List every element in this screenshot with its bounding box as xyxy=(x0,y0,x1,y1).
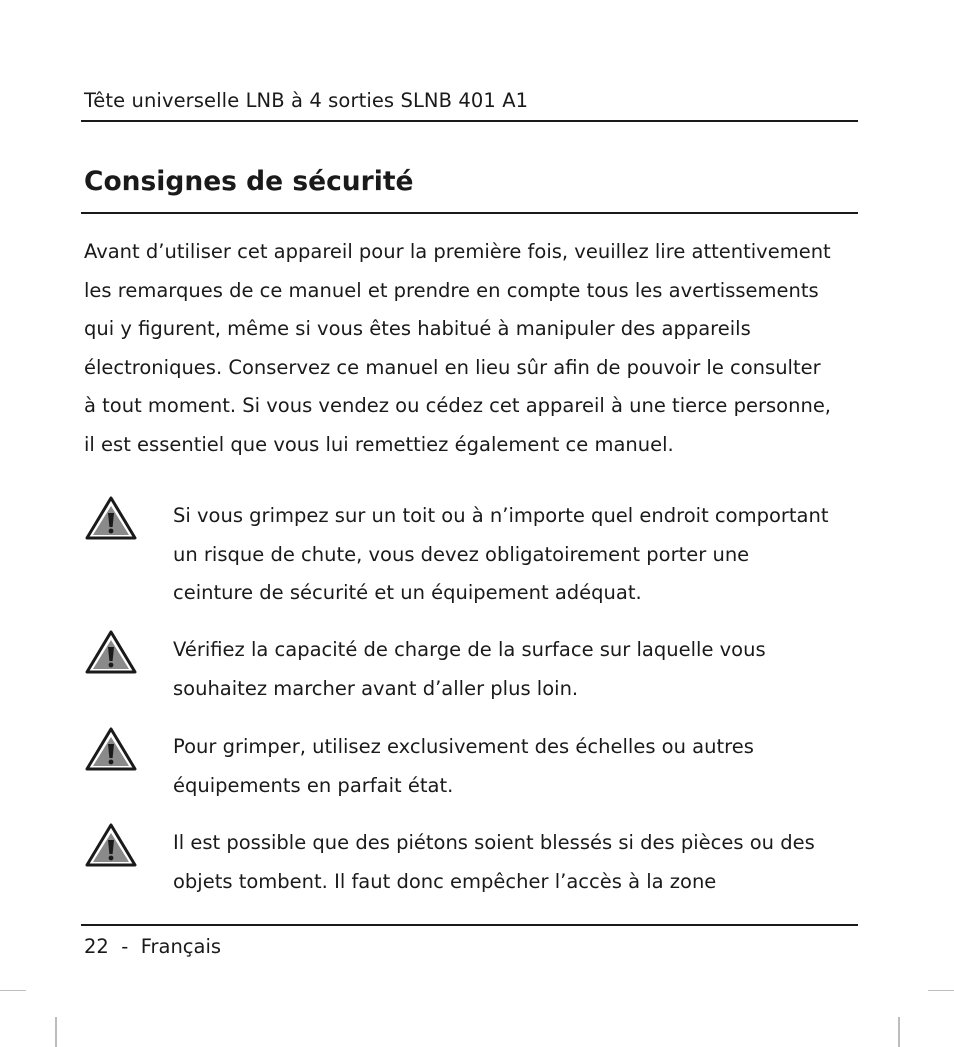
warning-line: un risque de chute, vous devez obligatoirement porter une xyxy=(173,542,750,566)
warning-triangle-icon xyxy=(84,629,138,675)
warning-text xyxy=(173,824,856,901)
footer-separator: - xyxy=(121,935,129,958)
intro-paragraph xyxy=(84,233,856,464)
running-header: Tête universelle LNB à 4 sorties SLNB 401 A1 xyxy=(84,89,529,112)
warning-triangle-icon xyxy=(84,495,138,541)
intro-line: il est essentiel que vous lui remettiez également ce manuel. xyxy=(84,432,674,456)
warning-text xyxy=(173,631,856,708)
warning-line: ceinture de sécurité et un équipement adéquat. xyxy=(173,581,642,604)
warning-text xyxy=(173,728,856,805)
warning-line: Si vous grimpez sur un toit ou à n’importe quel endroit comportant xyxy=(173,504,829,527)
warning-line: objets tombent. Il faut donc empêcher l’accès à la zone xyxy=(173,869,717,893)
section-title: Consignes de sécurité xyxy=(84,166,414,197)
intro-line: à tout moment. Si vous vendez ou cédez cet appareil à une tierce personne, xyxy=(84,394,832,417)
warning-line: Vérifiez la capacité de charge de la surface sur laquelle vous xyxy=(173,638,766,661)
warning-text xyxy=(173,497,856,613)
warning-line: Il est possible que des piétons soient blessés si des pièces ou des xyxy=(173,831,815,854)
warning-line: Pour grimper, utilisez exclusivement des échelles ou autres xyxy=(173,735,754,758)
crop-mark xyxy=(898,1017,900,1047)
crop-mark xyxy=(0,990,26,991)
warning-line: souhaitez marcher avant d’aller plus loin. xyxy=(173,676,579,700)
page-number: 22 xyxy=(84,935,109,958)
title-rule xyxy=(81,212,858,214)
footer-language: Français xyxy=(140,935,222,958)
header-rule xyxy=(81,120,858,122)
warning-line: équipements en parfait état. xyxy=(173,773,454,797)
warning-triangle-icon xyxy=(84,822,138,868)
intro-line: les remarques de ce manuel et prendre en compte tous les avertissements xyxy=(84,278,819,302)
page-footer xyxy=(84,935,221,958)
intro-line: électroniques. Conservez ce manuel en lieu sûr afin de pouvoir le consulter xyxy=(84,355,821,379)
footer-rule xyxy=(81,924,858,926)
intro-line: Avant d’utiliser cet appareil pour la première fois, veuillez lire attentivement xyxy=(84,240,831,263)
intro-line: qui y figurent, même si vous êtes habitué à manipuler des appareils xyxy=(84,317,751,340)
crop-mark xyxy=(55,1017,57,1047)
crop-mark xyxy=(928,990,954,991)
warning-triangle-icon xyxy=(84,726,138,772)
